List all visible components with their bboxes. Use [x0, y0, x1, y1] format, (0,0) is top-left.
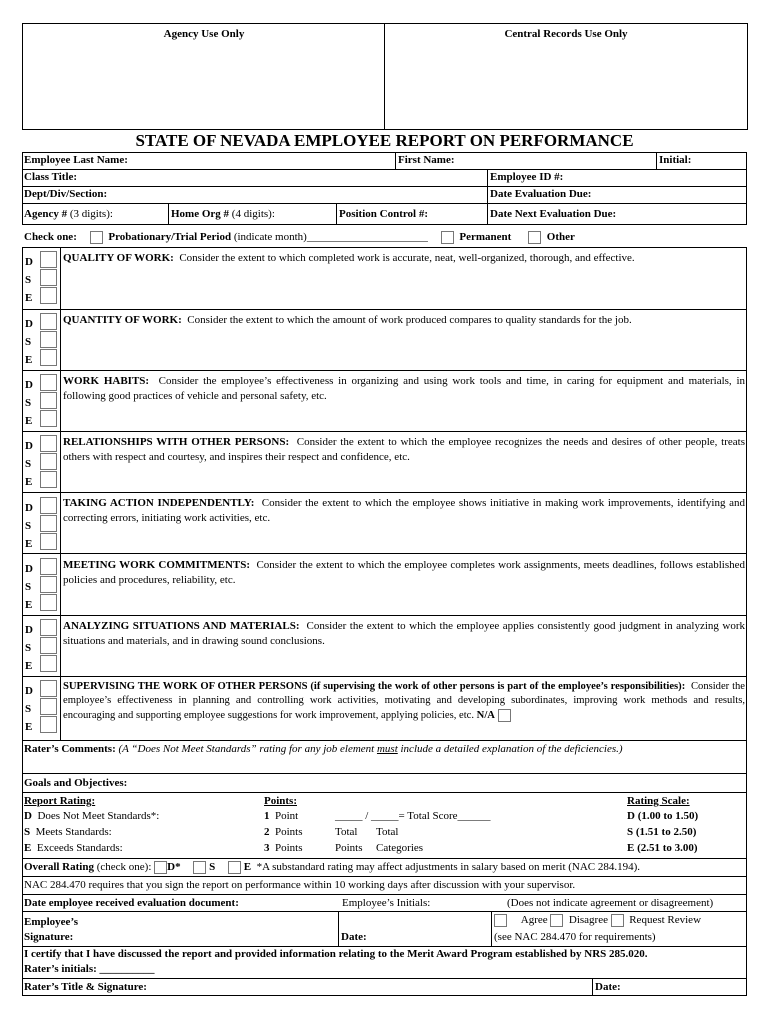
dse-letter-s: S: [25, 703, 32, 715]
agreement-options: [494, 914, 701, 927]
criterion-title: QUALITY OF WORK:: [63, 252, 174, 264]
scale-s: S (1.51 to 2.50): [627, 826, 697, 838]
dse-letter-e: E: [25, 721, 33, 733]
rating-e-checkbox[interactable]: [40, 471, 57, 488]
nac-requirements-note: (see NAC 284.470 for requirements): [494, 931, 656, 943]
total-label-2: Total: [376, 826, 399, 838]
overall-rating-row: [24, 861, 640, 874]
rating-text: Meets Standards:: [35, 826, 112, 838]
na-label: N/A: [476, 709, 495, 721]
first-name-field[interactable]: First Name:: [398, 154, 455, 166]
rating-item-s: [24, 826, 112, 838]
rating-d-checkbox[interactable]: [40, 497, 57, 514]
points-unit: Points: [275, 826, 303, 838]
other-checkbox[interactable]: [528, 231, 541, 244]
check-one-label: Check one:: [24, 231, 77, 244]
points-number: 1: [264, 810, 270, 822]
overall-e-label: E: [243, 861, 252, 874]
rating-d-checkbox[interactable]: [40, 558, 57, 575]
other-label: Other: [546, 231, 575, 244]
dse-letter-s: S: [25, 642, 32, 654]
rating-e-checkbox[interactable]: [40, 594, 57, 611]
central-records-box: [384, 23, 748, 130]
criterion-title: TAKING ACTION INDEPENDENTLY:: [63, 497, 255, 509]
overall-note: *A substandard rating may affect adjustments in salary based on merit (NAC 284.194).: [256, 861, 641, 874]
total-label: Total: [335, 826, 358, 838]
home-org-field[interactable]: [171, 208, 275, 220]
overall-d-label: D*: [167, 861, 181, 874]
criterion-title: WORK HABITS:: [63, 375, 150, 387]
agree-label: Agree: [520, 914, 548, 927]
dse-letter-s: S: [25, 336, 32, 348]
agency-number-field[interactable]: [24, 208, 113, 220]
rating-e-checkbox[interactable]: [40, 716, 57, 733]
overall-rating-hint: (check one):: [96, 861, 152, 874]
rating-s-checkbox[interactable]: [40, 269, 57, 286]
points-row: [264, 810, 298, 822]
permanent-label: Permanent: [459, 231, 512, 244]
raters-title-signature[interactable]: Rater’s Title & Signature:: [24, 981, 147, 993]
raters-comments-label: Rater’s Comments:: [24, 743, 116, 755]
permanent-checkbox[interactable]: [441, 231, 454, 244]
points-unit: Points: [275, 842, 303, 854]
overall-s-checkbox[interactable]: [193, 861, 206, 874]
criterion-title: ANALYZING SITUATIONS AND MATERIALS:: [63, 620, 300, 632]
criterion-desc: Consider the employee’s effectiveness in planning and controlling work activities, motivating and developing subordinates, improving work methods and results, encouraging and supporting employee suggestions for work improvement, applying policies, etc.: [63, 681, 746, 721]
criterion-desc: Consider the employee’s effectiveness in organizing and using work tools and time, in caring for equipment and materials, in following good practices of vehicle and personal safety, etc.: [63, 375, 746, 402]
rating-e-checkbox[interactable]: [40, 287, 57, 304]
points-number: 2: [264, 826, 270, 838]
rating-s-checkbox[interactable]: [40, 576, 57, 593]
dse-letter-d: D: [25, 440, 33, 452]
rating-scale-heading: Rating Scale:: [627, 795, 690, 807]
rating-s-checkbox[interactable]: [40, 515, 57, 532]
overall-d-checkbox[interactable]: [154, 861, 167, 874]
rating-d-checkbox[interactable]: [40, 313, 57, 330]
agreement-note: (Does not indicate agreement or disagreement): [507, 897, 714, 909]
rating-d-checkbox[interactable]: [40, 619, 57, 636]
disagree-checkbox[interactable]: [550, 914, 563, 927]
comments-note-post: include a detailed explanation of the deficiencies.): [397, 743, 623, 755]
dse-letter-e: E: [25, 538, 33, 550]
central-records-label: Central Records Use Only: [504, 28, 628, 40]
criterion-text: [63, 435, 745, 465]
position-control-field[interactable]: Position Control #:: [339, 208, 429, 220]
dse-letter-d: D: [25, 563, 33, 575]
dse-letter-s: S: [25, 581, 32, 593]
dse-letter-s: S: [25, 397, 32, 409]
scale-d: D (1.00 to 1.50): [627, 810, 699, 822]
comments-note-must: must: [376, 743, 398, 755]
rating-text: Does Not Meet Standards*:: [37, 810, 160, 822]
dse-letter-d: D: [25, 256, 33, 268]
nac-notice: NAC 284.470 requires that you sign the report on performance within 10 working days after discussion with your supervisor.: [24, 879, 576, 891]
points-row: [264, 826, 303, 838]
rating-item-e: [24, 842, 123, 854]
criterion-text: [63, 558, 745, 588]
overall-rating-label: Overall Rating: [24, 861, 94, 874]
overall-s-label: S: [209, 861, 216, 874]
rating-text: Exceeds Standards:: [36, 842, 123, 854]
employee-signature-line2[interactable]: Signature:: [24, 931, 74, 943]
check-one-row: [24, 231, 746, 244]
agency-number-label: Agency #: [24, 208, 68, 220]
criterion-text: [63, 496, 745, 526]
employee-initials-label[interactable]: Employee’s Initials:: [342, 897, 431, 909]
class-title-field[interactable]: Class Title:: [24, 171, 78, 183]
overall-e-checkbox[interactable]: [228, 861, 241, 874]
goals-objectives[interactable]: Goals and Objectives:: [24, 777, 128, 789]
scale-e: E (2.51 to 3.00): [627, 842, 698, 854]
dse-letter-e: E: [25, 476, 33, 488]
rating-code: E: [24, 842, 32, 854]
rating-code: D: [24, 810, 32, 822]
criterion-desc: Consider the extent to which the employee recognizes the needs and desires of other people, treats others with respect and courtesy, and inspires their respect and confidence, etc.: [63, 436, 745, 463]
criterion-text: [63, 313, 745, 328]
rater-date-label[interactable]: Date:: [595, 981, 621, 993]
report-rating-heading: Report Rating:: [24, 795, 96, 807]
points-number: 3: [264, 842, 270, 854]
criterion-title: QUANTITY OF WORK:: [63, 314, 182, 326]
dse-letter-e: E: [25, 599, 33, 611]
dse-letter-d: D: [25, 502, 33, 514]
raters-initials[interactable]: Rater’s initials: __________: [24, 963, 155, 975]
signature-date-label[interactable]: Date:: [341, 931, 367, 943]
criterion-desc: Consider the extent to which completed work is accurate, neat, well-organized, thorough, and effective.: [179, 252, 635, 264]
rating-d-checkbox[interactable]: [40, 435, 57, 452]
eval-due-field[interactable]: Date Evaluation Due:: [490, 188, 592, 200]
criterion-desc: Consider the extent to which the amount of work produced compares to quality standards for the job.: [187, 314, 632, 326]
agency-use-box: [22, 23, 385, 130]
score-formula[interactable]: _____ / _____= Total Score______: [335, 810, 491, 822]
request-review-checkbox[interactable]: [611, 914, 624, 927]
probationary-label: Probationary/Trial Period: [108, 231, 232, 244]
dse-letter-s: S: [25, 458, 32, 470]
points-row: [264, 842, 303, 854]
na-checkbox[interactable]: [498, 709, 511, 722]
points-heading: Points:: [264, 795, 297, 807]
dse-letter-e: E: [25, 415, 33, 427]
rating-item-d: [24, 810, 159, 822]
criterion-desc: Consider the extent to which the employee completes work assignments, meets deadlines, follows established policies and procedures, reliability, etc.: [63, 559, 746, 586]
criterion-text: [63, 251, 745, 266]
rating-e-checkbox[interactable]: [40, 655, 57, 672]
disagree-label: Disagree: [568, 914, 608, 927]
comments-note-pre: (A “Does Not Meet Standards” rating for any job element: [118, 743, 377, 755]
rating-s-checkbox[interactable]: [40, 392, 57, 409]
dse-letter-d: D: [25, 624, 33, 636]
employee-id-field[interactable]: Employee ID #:: [490, 171, 564, 183]
criterion-text: [63, 619, 745, 649]
last-name-field[interactable]: Employee Last Name:: [24, 154, 128, 166]
initial-field[interactable]: Initial:: [659, 154, 692, 166]
page-title: STATE OF NEVADA EMPLOYEE REPORT ON PERFORMANCE: [135, 131, 634, 150]
rating-e-checkbox[interactable]: [40, 410, 57, 427]
dse-letter-s: S: [25, 520, 32, 532]
criterion-desc: Consider the extent to which the employee applies consistently good judgment in analyzing work situations and materials, and in drawing sound conclusions.: [63, 620, 746, 647]
probationary-hint: (indicate month)______________________: [233, 231, 428, 244]
employee-signature-line1: Employee’s: [24, 916, 78, 928]
agree-checkbox[interactable]: [494, 914, 507, 927]
rating-e-checkbox[interactable]: [40, 533, 57, 550]
rating-s-checkbox[interactable]: [40, 637, 57, 654]
dse-letter-d: D: [25, 318, 33, 330]
rating-d-checkbox[interactable]: [40, 251, 57, 268]
home-org-label: Home Org #: [171, 208, 230, 220]
criterion-desc: Consider the extent to which the employee shows initiative in making work improvements, identifying and correcting errors, initiating work activities, etc.: [63, 497, 745, 524]
points-unit: Point: [275, 810, 299, 822]
date-received-label[interactable]: Date employee received evaluation document:: [24, 897, 239, 909]
points-word: Points: [335, 842, 363, 854]
criterion-text: [63, 374, 745, 404]
rating-s-checkbox[interactable]: [40, 698, 57, 715]
dept-field[interactable]: Dept/Div/Section:: [24, 188, 108, 200]
rating-d-checkbox[interactable]: [40, 680, 57, 697]
next-eval-field[interactable]: Date Next Evaluation Due:: [490, 208, 617, 220]
home-org-hint: (4 digits):: [231, 208, 275, 220]
dse-letter-s: S: [25, 274, 32, 286]
agency-number-hint: (3 digits):: [69, 208, 113, 220]
agency-use-label: Agency Use Only: [163, 28, 245, 40]
probationary-checkbox[interactable]: [90, 231, 103, 244]
criterion-title: SUPERVISING THE WORK OF OTHER PERSONS (if supervising the work of other persons is part of the employee’s responsibilities):: [63, 681, 686, 692]
rating-s-checkbox[interactable]: [40, 453, 57, 470]
dse-letter-e: E: [25, 660, 33, 672]
rating-code: S: [24, 826, 31, 838]
certify-statement: I certify that I have discussed the report and provided information relating to the Merit Award Program established by NRS 285.020.: [24, 948, 648, 960]
criterion-title: RELATIONSHIPS WITH OTHER PERSONS:: [63, 436, 290, 448]
dse-letter-d: D: [25, 379, 33, 391]
dse-letter-e: E: [25, 292, 33, 304]
request-review-label: Request Review: [629, 914, 702, 927]
criterion-text: [63, 680, 745, 723]
categories-word: Categories: [376, 842, 424, 854]
rating-e-checkbox[interactable]: [40, 349, 57, 366]
rating-s-checkbox[interactable]: [40, 331, 57, 348]
dse-letter-d: D: [25, 685, 33, 697]
criterion-title: MEETING WORK COMMITMENTS:: [63, 559, 251, 571]
rating-d-checkbox[interactable]: [40, 374, 57, 391]
raters-comments[interactable]: [24, 743, 623, 755]
dse-letter-e: E: [25, 354, 33, 366]
